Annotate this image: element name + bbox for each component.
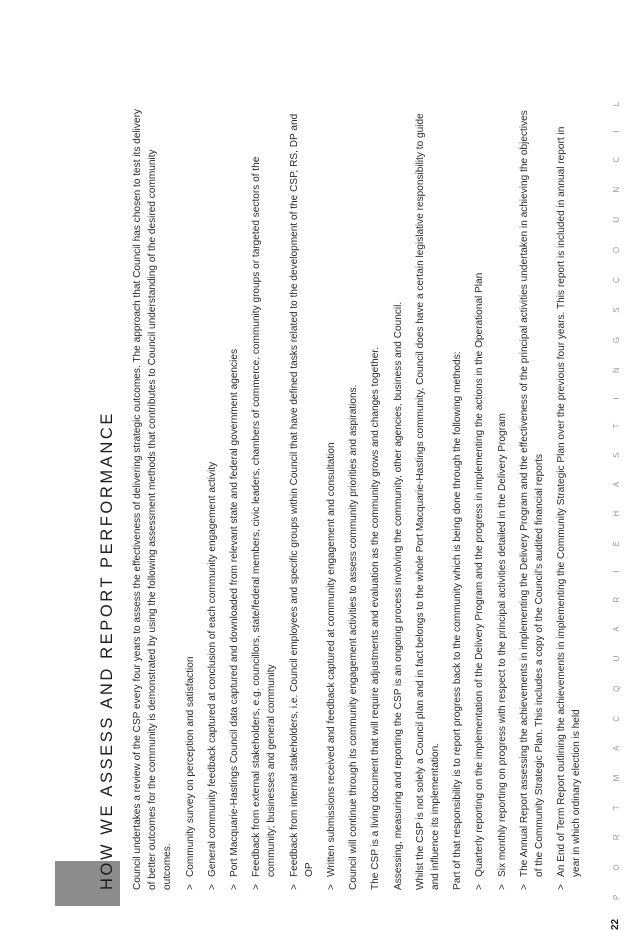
bullet-marker: > — [326, 884, 338, 890]
body-paragraph: The CSP is a living document that will require adjustments and evaluation as the community grows and changes together. — [370, 347, 382, 890]
bullet-item — [554, 105, 584, 890]
bullet-item — [472, 105, 487, 890]
bullet-text: Community survey on perception and satisfaction — [184, 656, 196, 877]
bullet-marker: > — [556, 884, 568, 890]
bullet-item — [205, 105, 220, 890]
body-paragraph: Whilst the CSP is not solely a Council plan and in fact belongs to the whole Port Macquarie-Hastings community, Council does have a certain legislative responsibility to guide and influence its implementation. — [414, 113, 442, 890]
body-paragraph: Assessing, measuring and reporting the CSP is an ongoing process involving the community, other agencies, business and Council. — [392, 301, 404, 890]
bullet-text: Six monthly reporting on progress with respect to the principal activities detailed in the Delivery Program — [496, 413, 508, 877]
bullet-item — [183, 105, 198, 890]
bullet-marker: > — [474, 884, 486, 890]
footer-council-name: P O R T M A C Q U A R I E H A S T I N G S C O U N C I L — [612, 90, 621, 900]
bullet-marker: > — [288, 884, 300, 890]
bullet-item — [227, 105, 242, 890]
bullet-text: An End of Term Report outlining the achievements in implementing the Community Strategic Plan over the previous four years. This report is included in annual report in year in which ordinary election is held — [556, 126, 583, 877]
bullet-marker: > — [229, 884, 241, 890]
body-paragraph: Part of that responsibility is to report progress back to the community which is being done through the following methods: — [452, 351, 464, 890]
bullet-text: Quarterly reporting on the implementation of the Delivery Program and the progress in implementing the actions in the Operational Plan — [474, 272, 486, 877]
bullet-text: Written submissions received and feedback captured at community engagement and consultation — [326, 442, 338, 877]
bullet-item — [495, 105, 510, 890]
body-text — [130, 105, 592, 890]
bullet-marker: > — [251, 884, 263, 890]
bullet-text: General community feedback captured at conclusion of each community engagement activity — [206, 461, 218, 877]
body-paragraph: Council will continue through its community engagement activities to assess community priorities and aspirations. — [348, 384, 360, 890]
bullet-text: Port Macquarie-Hastings Council data captured and downloaded from relevant state and federal government agencies — [229, 349, 241, 877]
bullet-item — [249, 105, 279, 890]
bullet-marker: > — [496, 884, 508, 890]
bullet-text: The Annual Report assessing the achievements in implementing the Delivery Program and the effectiveness of the principal activities undertaken in achieving the objectives of the Community Strategic Plan. This includes a copy of the Council's audited financial reports — [518, 110, 546, 877]
page-heading: HOW WE ASSESS AND REPORT PERFORMANCE — [98, 411, 116, 890]
bullet-item — [517, 105, 547, 890]
bullet-marker: > — [518, 884, 530, 890]
page-number: 22 — [610, 918, 621, 930]
bullet-marker: > — [184, 884, 196, 890]
bullet-marker: > — [206, 884, 218, 890]
bullet-text: Feedback from internal stakeholders, i.e. Council employees and specific groups within Council that have defined tasks related to the development of the CSP, RS, DP and OP — [288, 113, 315, 877]
body-paragraph: Council undertakes a review of the CSP every four years to assess the effectiveness of delivering strategic outcomes. The approach that Council has chosen to test its delivery of better outcomes for the community is demonstrated by using the following assessment methods that contributes to Council understanding of the desired community outcomes. — [132, 109, 174, 890]
bullet-item — [287, 105, 317, 890]
bullet-text: Feedback from external stakeholders, e.g. councillors, state/federal members, civic leaders, chambers of commerce, community groups or targeted sectors of the community; businesses and general community — [251, 156, 278, 877]
rotated-content — [96, 90, 624, 930]
bullet-item — [324, 105, 339, 890]
